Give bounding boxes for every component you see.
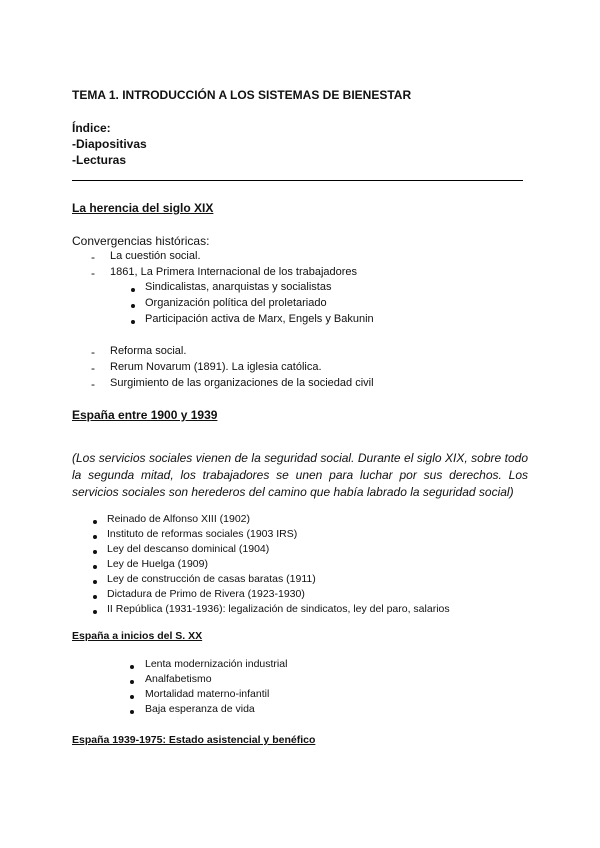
list-item: Analfabetismo [145, 673, 212, 685]
list-item: Lenta modernización industrial [145, 658, 288, 670]
bullet-dot [93, 520, 97, 524]
list-subitem: Participación activa de Marx, Engels y Bakunin [145, 313, 374, 325]
list-item: II República (1931-1936): legalización de sindicatos, ley del paro, salarios [107, 603, 450, 615]
dash-bullet: - [91, 361, 95, 375]
bullet-dot [131, 304, 135, 308]
bullet-dot [93, 610, 97, 614]
bullet-dot [93, 565, 97, 569]
list-item: Mortalidad materno-infantil [145, 688, 270, 700]
bullet-dot [130, 680, 134, 684]
section-intro: Convergencias históricas: [72, 234, 210, 248]
list-item: Ley de Huelga (1909) [107, 558, 208, 570]
list-item: Ley del descanso dominical (1904) [107, 543, 270, 555]
bullet-dot [93, 595, 97, 599]
bullet-dot [130, 695, 134, 699]
bullet-dot [93, 580, 97, 584]
bullet-dot [131, 288, 135, 292]
list-item: Reforma social. [110, 345, 187, 357]
index-heading: Índice: [72, 121, 111, 135]
dash-bullet: - [91, 377, 95, 391]
horizontal-divider [72, 180, 523, 181]
bullet-dot [93, 535, 97, 539]
list-item: La cuestión social. [110, 250, 201, 262]
list-item: 1861, La Primera Internacional de los trabajadores [110, 266, 358, 278]
section-heading-espana-1939: España 1939-1975: Estado asistencial y benéfico [72, 734, 316, 746]
index-item: -Lecturas [72, 153, 127, 167]
list-item: Dictadura de Primo de Rivera (1923-1930) [107, 588, 305, 600]
list-item: Instituto de reformas sociales (1903 IRS) [107, 528, 298, 540]
dash-bullet: - [91, 345, 95, 359]
bullet-dot [131, 320, 135, 324]
bullet-dot [93, 550, 97, 554]
section-heading-herencia: La herencia del siglo XIX [72, 201, 214, 215]
list-item: Baja esperanza de vida [145, 703, 255, 715]
list-item: Reinado de Alfonso XIII (1902) [107, 513, 251, 525]
list-subitem: Sindicalistas, anarquistas y socialistas [145, 281, 332, 293]
dash-bullet: - [91, 250, 95, 264]
index-item: -Diapositivas [72, 137, 147, 151]
document-title: TEMA 1. INTRODUCCIÓN A LOS SISTEMAS DE BIENESTAR [72, 88, 412, 102]
list-item: Ley de construcción de casas baratas (1911) [107, 573, 316, 585]
section-note: (Los servicios sociales vienen de la seguridad social. Durante el siglo XIX, sobre todo la segunda mitad, los trabajadores se unen para luchar por sus derechos. Los servicios sociales son herederos del camino que había labrado la seguridad social) [72, 451, 528, 499]
list-item: Surgimiento de las organizaciones de la sociedad civil [110, 377, 374, 389]
bullet-dot [130, 710, 134, 714]
list-item: Rerum Novarum (1891). La iglesia católica. [110, 361, 322, 373]
section-heading-espana-1900: España entre 1900 y 1939 [72, 408, 218, 422]
bullet-dot [130, 665, 134, 669]
section-heading-espana-xx: España a inicios del S. XX [72, 630, 203, 642]
list-subitem: Organización política del proletariado [145, 297, 327, 309]
dash-bullet: - [91, 266, 95, 280]
